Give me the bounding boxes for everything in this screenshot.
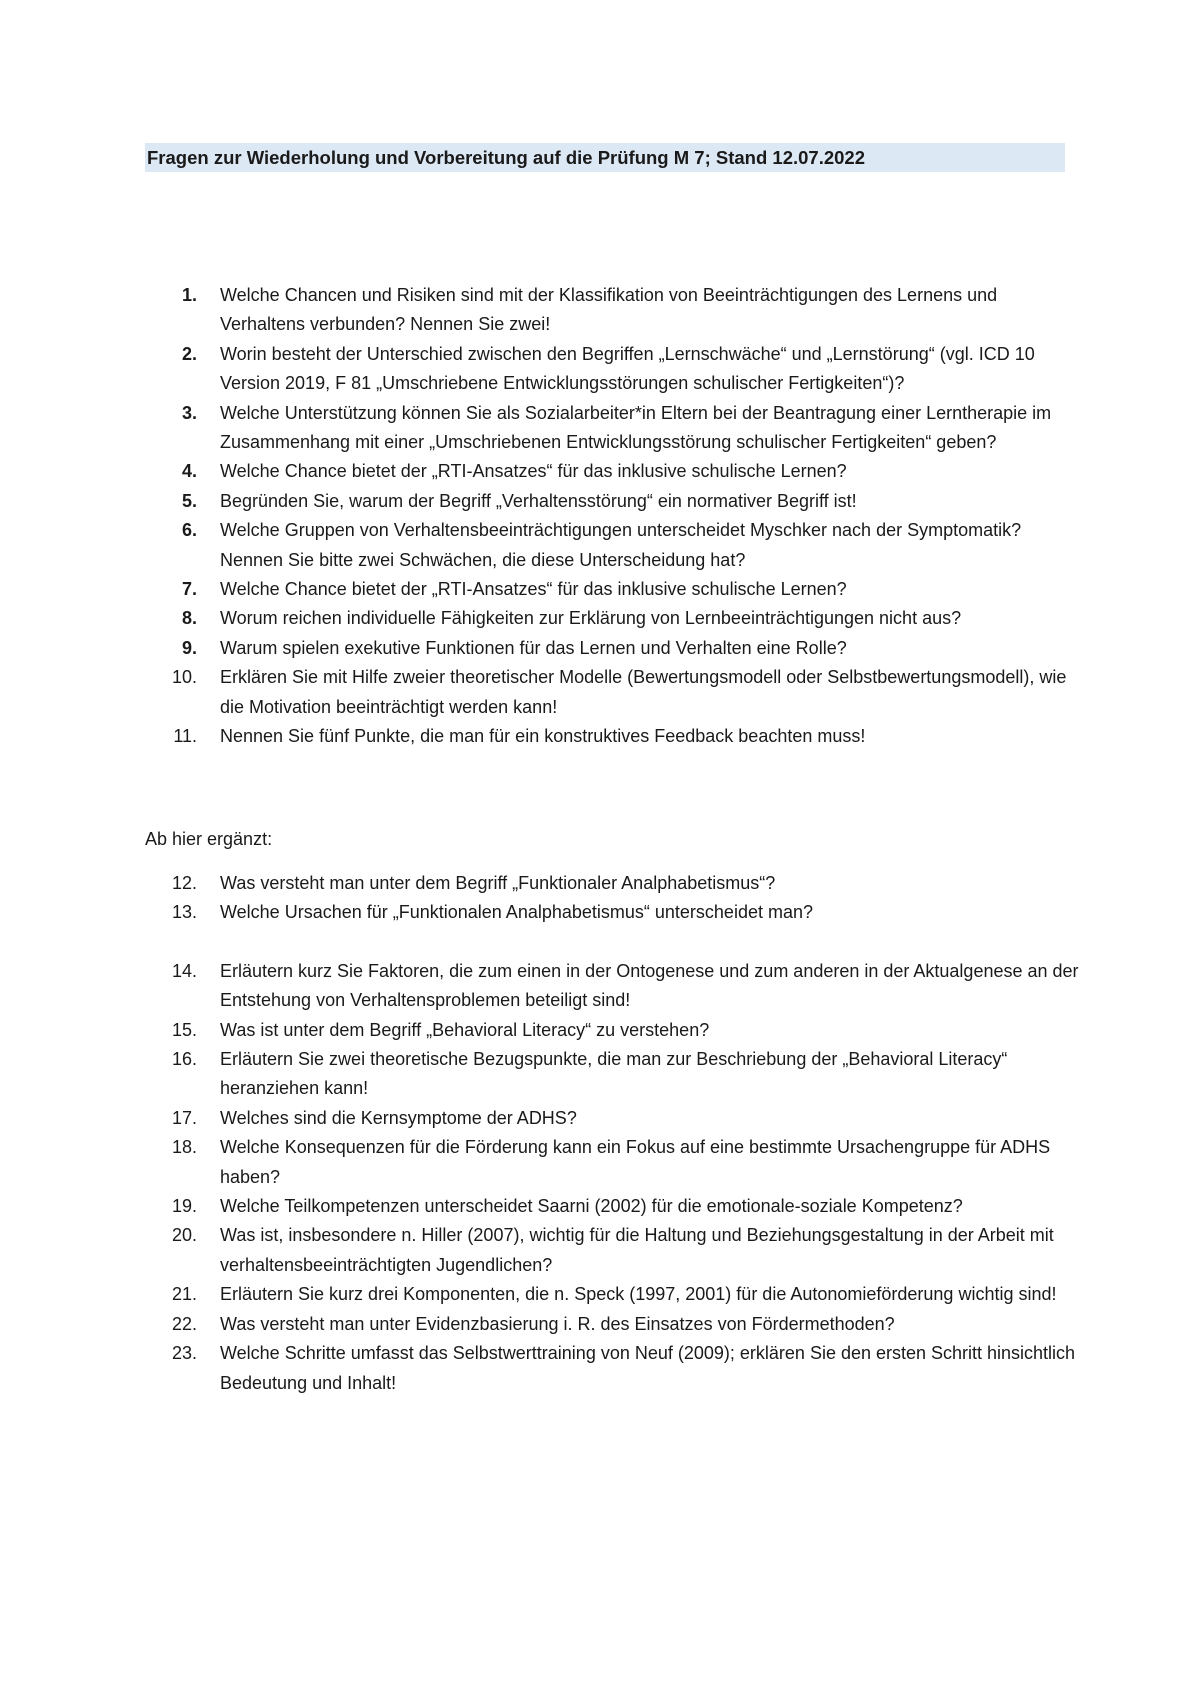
question-number: 23.	[171, 1343, 197, 1364]
question-text: Warum spielen exekutive Funktionen für das Lernen und Verhalten eine Rolle?	[220, 637, 847, 658]
question-number: 6.	[181, 520, 197, 541]
question-text: Was versteht man unter dem Begriff „Funktionaler Analphabetismus“?	[220, 873, 776, 893]
question-number: 11.	[173, 726, 197, 747]
question-text: Erläutern Sie kurz drei Komponenten, die n. Speck (1997, 2001) für die Autonomieförderung wichtig sind!	[220, 1284, 1057, 1305]
question-number: 14.	[171, 960, 197, 981]
question-number: 17.	[171, 1107, 197, 1128]
question-text: Begründen Sie, warum der Begriff „Verhaltensstörung“ ein normativer Begriff ist!	[220, 490, 857, 511]
question-text: Welche Chancen und Risiken sind mit der Klassifikation von Beeinträchtigungen des Lernens und Verhaltens verbunden? Nennen Sie zwei!	[220, 285, 998, 335]
question-number: 5.	[181, 490, 197, 511]
question-item	[145, 1016, 1080, 1045]
question-number: 22.	[171, 1313, 197, 1334]
question-item	[145, 604, 1080, 633]
question-number: 7.	[181, 579, 197, 600]
question-item	[145, 1310, 1080, 1339]
question-item	[145, 898, 1080, 927]
question-item	[145, 575, 1080, 604]
section-label: Ab hier ergänzt:	[145, 829, 273, 849]
question-text: Erläutern Sie zwei theoretische Bezugspunkte, die man zur Beschriebung der „Behavioral Literacy“ heranziehen kann!	[220, 1049, 1008, 1099]
question-number: 21.	[171, 1284, 197, 1305]
question-item	[145, 1339, 1080, 1398]
document-title: Fragen zur Wiederholung und Vorbereitung auf die Prüfung M 7; Stand 12.07.2022	[145, 143, 1065, 172]
question-item	[145, 957, 1080, 1016]
question-text: Welche Chance bietet der „RTI-Ansatzes“ für das inklusive schulische Lernen?	[220, 461, 847, 482]
question-item	[145, 281, 1080, 340]
question-item	[145, 399, 1080, 458]
question-number: 13.	[171, 902, 197, 923]
question-number: 20.	[171, 1225, 197, 1246]
question-text: Welche Konsequenzen für die Förderung kann ein Fokus auf eine bestimmte Ursachengruppe für ADHS haben?	[220, 1137, 1051, 1187]
question-number: 19.	[171, 1196, 197, 1217]
question-number: 16.	[171, 1049, 197, 1070]
question-number: 12.	[171, 873, 197, 893]
question-number: 2.	[181, 343, 197, 364]
question-item	[145, 516, 1080, 575]
question-list-part1	[145, 281, 1080, 752]
question-item	[145, 869, 1080, 898]
question-text: Was versteht man unter Evidenzbasierung i. R. des Einsatzes von Fördermethoden?	[220, 1313, 895, 1334]
question-text: Welche Ursachen für „Funktionalen Analphabetismus“ unterscheidet man?	[220, 902, 813, 923]
question-item	[145, 634, 1080, 663]
question-number: 8.	[181, 608, 197, 629]
question-number: 15.	[171, 1019, 197, 1040]
question-text: Welche Schritte umfasst das Selbstwerttraining von Neuf (2009); erklären Sie den ersten Schritt hinsichtlich Bedeutung und Inhalt!	[220, 1343, 1076, 1393]
question-text: Erklären Sie mit Hilfe zweier theoretischer Modelle (Bewertungsmodell oder Selbstbewertungsmodell), wie die Motivation beeinträchtigt werden kann!	[220, 667, 1067, 717]
question-text: Welche Gruppen von Verhaltensbeeinträchtigungen unterscheidet Myschker nach der Symptomatik? Nennen Sie bitte zwei Schwächen, die diese Unterscheidung hat?	[220, 520, 1022, 570]
question-item	[145, 722, 1080, 751]
question-text: Welche Unterstützung können Sie als Sozialarbeiter*in Eltern bei der Beantragung einer Lerntherapie im Zusammenhang mit einer „Umschriebenen Entwicklungsstörung schulischer Fertigkeiten“ geben?	[220, 402, 1052, 453]
question-item	[145, 1192, 1080, 1221]
question-number: 10.	[171, 667, 197, 688]
question-item	[145, 663, 1080, 722]
question-text: Worin besteht der Unterschied zwischen den Begriffen „Lernschwäche“ und „Lernstörung“ (vgl. ICD 10 Version 2019, F 81 „Umschriebene Entwicklungsstörungen schulischer Fertigkeiten“)?	[220, 343, 1035, 394]
question-text: Nennen Sie fünf Punkte, die man für ein konstruktives Feedback beachten muss!	[220, 726, 866, 747]
question-item	[145, 1133, 1080, 1192]
question-item	[145, 1045, 1080, 1104]
question-text: Was ist unter dem Begriff „Behavioral Literacy“ zu verstehen?	[220, 1019, 710, 1040]
question-text: Worum reichen individuelle Fähigkeiten zur Erklärung von Lernbeeinträchtigungen nicht aus?	[220, 608, 962, 629]
question-text: Welches sind die Kernsymptome der ADHS?	[220, 1107, 577, 1128]
question-item	[145, 1221, 1080, 1280]
question-text: Welche Teilkompetenzen unterscheidet Saarni (2002) für die emotionale-soziale Kompetenz?	[220, 1196, 963, 1217]
question-item	[145, 1280, 1080, 1309]
question-item	[145, 1104, 1080, 1133]
question-number: 4.	[181, 461, 197, 482]
question-item	[145, 457, 1080, 486]
question-text: Was ist, insbesondere n. Hiller (2007), wichtig für die Haltung und Beziehungsgestaltung in der Arbeit mit verhaltensbeeinträchtigten Jugendlichen?	[220, 1225, 1054, 1275]
question-list-part2	[145, 869, 1080, 1398]
question-number: 3.	[181, 402, 197, 423]
question-text: Welche Chance bietet der „RTI-Ansatzes“ für das inklusive schulische Lernen?	[220, 579, 847, 600]
question-number: 1.	[181, 285, 197, 305]
question-number: 9.	[181, 637, 197, 658]
question-text: Erläutern kurz Sie Faktoren, die zum einen in der Ontogenese und zum anderen in der Aktualgenese an der Entstehung von Verhaltensproblemen beteiligt sind!	[220, 960, 1079, 1011]
question-item	[145, 340, 1080, 399]
question-number: 18.	[171, 1137, 197, 1158]
question-item	[145, 487, 1080, 516]
